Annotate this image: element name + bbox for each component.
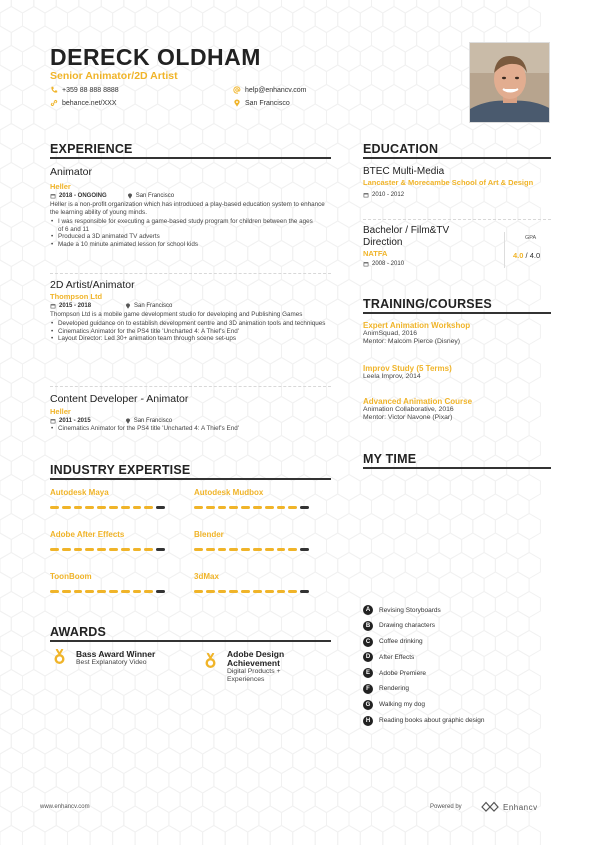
- legend-badge: E: [363, 668, 373, 678]
- skill-segment: [74, 548, 83, 551]
- mytime-rule: [363, 467, 551, 469]
- person-portrait-icon: [470, 43, 550, 123]
- skill-name: ToonBoom: [50, 572, 92, 581]
- skill-segment: [62, 590, 71, 593]
- legend-label: Walking my dog: [379, 701, 425, 709]
- legend-label: Drawing characters: [379, 622, 435, 630]
- education-school: NATFA: [363, 249, 388, 258]
- skill-segment: [288, 590, 297, 593]
- skill-segment: [133, 506, 142, 509]
- gpa-label: GPA: [525, 235, 537, 241]
- skill-segment: [85, 548, 94, 551]
- job-dates: 2018 - ONGOING: [59, 193, 107, 199]
- expertise-rule: [50, 478, 331, 480]
- job-location: San Francisco: [133, 418, 173, 424]
- legend-label: Revising Storyboards: [379, 606, 441, 614]
- location-pin-icon: [125, 303, 131, 309]
- course-item: [363, 321, 551, 346]
- job-title: Animator: [50, 166, 93, 178]
- gpa-value: [513, 251, 540, 260]
- footer-brand: Enhancv: [503, 803, 538, 812]
- legend-label: Rendering: [379, 685, 409, 693]
- skill-segment: [144, 590, 153, 593]
- skill-segment: [109, 548, 118, 551]
- legend-badge: B: [363, 621, 373, 631]
- course-line: AnimSquad, 2016: [363, 330, 418, 337]
- skill-segment: [300, 548, 309, 551]
- skill-segment: [265, 548, 274, 551]
- course-title: Advanced Animation Course: [363, 397, 473, 406]
- job-bullet: • Produced a 3D animated TV adverts: [50, 233, 315, 241]
- job-bullet: • I was responsible for executing a game-based study program for children between the ages of 6 and 11: [50, 218, 315, 233]
- education-dates: 2008 - 2010: [372, 261, 405, 267]
- legend-item: [363, 668, 551, 678]
- skill-level-bar: [194, 548, 309, 551]
- job-description: Heller is a non-profit organization which has introduced a play-based education system to enhance the learning ability of young minds.: [50, 201, 325, 216]
- skill-segment: [62, 506, 71, 509]
- job-meta: [50, 193, 331, 199]
- job-title: Content Developer - Animator: [50, 393, 189, 405]
- website-text: behance.net/XXX: [62, 99, 117, 107]
- skill-segment: [85, 506, 94, 509]
- gpa-divider: [504, 232, 505, 268]
- mytime-heading: MY TIME: [363, 452, 417, 466]
- education-rule: [363, 157, 551, 159]
- skill-segment: [50, 548, 59, 551]
- skill-name: Autodesk Mudbox: [194, 488, 264, 497]
- legend-item: [363, 716, 551, 726]
- skill-segment: [74, 506, 83, 509]
- footer-website[interactable]: www.enhancv.com: [40, 804, 90, 810]
- skill-segment: [253, 590, 262, 593]
- skill-segment: [97, 590, 106, 593]
- time-legend: [363, 605, 551, 726]
- legend-label: Adobe Premiere: [379, 669, 426, 677]
- skill-level-bar: [50, 548, 165, 551]
- skill-segment: [229, 590, 238, 593]
- job-bullets: [50, 320, 331, 343]
- skill-level-bar: [50, 590, 165, 593]
- award-item: [227, 650, 307, 683]
- job-dates: 2015 - 2018: [59, 303, 92, 309]
- education-degree: Bachelor / Film&TV Direction: [363, 225, 450, 248]
- calendar-icon: [50, 303, 56, 309]
- education-degree: BTEC Multi-Media: [363, 166, 445, 177]
- skill-segment: [74, 590, 83, 593]
- skill-segment: [62, 548, 71, 551]
- job-bullet: • Cinematics Animator for the PS4 title 'Uncharted 4: A Thief's End': [50, 328, 331, 336]
- legend-label: After Effects: [379, 653, 415, 661]
- location-pin-icon: [125, 418, 131, 424]
- skill-segment: [121, 590, 130, 593]
- medal-icon: [204, 653, 217, 669]
- legend-item: [363, 700, 551, 710]
- job-description: Thompson Ltd is a mobile game development studio for developing and Publishing Games: [50, 311, 303, 318]
- candidate-name: DERECK OLDHAM: [50, 44, 261, 70]
- skill-segment: [300, 506, 309, 509]
- skill-segment: [156, 590, 165, 593]
- education-dates: 2010 - 2012: [372, 191, 405, 198]
- gpa-max: / 4.0: [525, 251, 541, 260]
- candidate-role: Senior Animator/2D Artist: [50, 70, 178, 82]
- course-item: [363, 364, 551, 381]
- skill-segment: [265, 590, 274, 593]
- job-bullets: [50, 218, 315, 248]
- skill-segment: [253, 506, 262, 509]
- job-separator: [50, 273, 331, 274]
- legend-badge: D: [363, 652, 373, 662]
- job-bullets: [50, 425, 331, 433]
- footer-powered: Powered by: [430, 804, 462, 810]
- phone-contact[interactable]: [50, 86, 119, 94]
- job-dates: 2011 - 2015: [59, 418, 91, 424]
- legend-item: [363, 621, 551, 631]
- education-heading: EDUCATION: [363, 142, 439, 156]
- legend-item: [363, 605, 551, 615]
- job-location: San Francisco: [134, 303, 173, 309]
- training-rule: [363, 312, 551, 314]
- skill-segment: [288, 506, 297, 509]
- skill-segment: [265, 506, 274, 509]
- job-entry-animator: [50, 166, 331, 248]
- legend-item: [363, 637, 551, 647]
- skill-level-bar: [194, 590, 309, 593]
- skill-segment: [50, 506, 59, 509]
- job-company: Heller: [50, 407, 71, 416]
- skill-name: Adobe After Effects: [50, 530, 125, 539]
- calendar-icon: [363, 192, 369, 198]
- legend-badge: F: [363, 684, 373, 694]
- skill-level-bar: [50, 506, 165, 509]
- skill-level-bar: [194, 506, 309, 509]
- course-title: Expert Animation Workshop: [363, 321, 471, 330]
- job-meta: [50, 418, 331, 424]
- skill-segment: [109, 506, 118, 509]
- course-title: Improv Study (5 Terms): [363, 364, 452, 373]
- email-contact[interactable]: [233, 86, 306, 94]
- skill-segment: [194, 548, 203, 551]
- skill-segment: [241, 548, 250, 551]
- course-line: Animation Collaborative, 2016: [363, 406, 454, 413]
- skill-segment: [277, 590, 286, 593]
- course-item: [363, 397, 551, 422]
- skill-segment: [288, 548, 297, 551]
- education-separator: [363, 219, 551, 220]
- skill-name: 3dMax: [194, 572, 219, 581]
- experience-heading: EXPERIENCE: [50, 142, 133, 156]
- skill-segment: [229, 506, 238, 509]
- skill-segment: [144, 506, 153, 509]
- skill-segment: [50, 590, 59, 593]
- skill-segment: [156, 506, 165, 509]
- legend-label: Coffee drinking: [379, 638, 423, 646]
- award-title: Bass Award Winner: [76, 649, 156, 659]
- skill-segment: [194, 590, 203, 593]
- skill-segment: [85, 590, 94, 593]
- skill-segment: [206, 506, 215, 509]
- link-icon: [50, 99, 58, 107]
- awards-heading: AWARDS: [50, 625, 107, 639]
- skill-segment: [218, 548, 227, 551]
- expertise-heading: INDUSTRY EXPERTISE: [50, 463, 191, 477]
- education-school: Lancaster & Morecambe School of Art & Design: [363, 178, 534, 187]
- course-line: Mentor: Victor Navone (Pixar): [363, 414, 453, 421]
- legend-badge: C: [363, 637, 373, 647]
- award-item: [76, 650, 181, 667]
- award-desc: Best Explanatory Video: [76, 659, 147, 666]
- course-line: Leela Improv, 2014: [363, 373, 421, 380]
- phone-text: +359 88 888 8888: [62, 86, 119, 94]
- awards-rule: [50, 640, 331, 642]
- skill-segment: [241, 506, 250, 509]
- skill-segment: [241, 590, 250, 593]
- training-heading: TRAINING/COURSES: [363, 297, 492, 311]
- skill-segment: [277, 548, 286, 551]
- email-text: help@enhancv.com: [245, 86, 307, 94]
- calendar-icon: [50, 418, 56, 424]
- job-bullet: • Cinematics Animator for the PS4 title 'Uncharted 4: A Thief's End': [50, 425, 331, 433]
- skill-segment: [277, 506, 286, 509]
- job-company: Heller: [50, 182, 71, 191]
- job-separator: [50, 386, 331, 387]
- location-pin-icon: [233, 99, 241, 107]
- skill-name: Blender: [194, 530, 224, 539]
- legend-badge: A: [363, 605, 373, 615]
- job-entry-content-developer: [50, 393, 331, 433]
- skill-segment: [109, 590, 118, 593]
- skill-segment: [218, 506, 227, 509]
- skill-segment: [144, 548, 153, 551]
- job-company: Thompson Ltd: [50, 292, 103, 301]
- legend-badge: H: [363, 716, 373, 726]
- medal-icon: [53, 649, 66, 665]
- gpa-score: 4.0: [513, 251, 524, 260]
- job-entry-2d-artist: [50, 279, 331, 343]
- at-icon: [233, 86, 241, 94]
- education-entry: [363, 225, 503, 267]
- job-location: San Francisco: [135, 193, 175, 199]
- profile-photo: [469, 42, 550, 123]
- skill-segment: [133, 548, 142, 551]
- legend-item: [363, 684, 551, 694]
- location-contact: [233, 99, 290, 107]
- legend-label: Reading books about graphic design: [379, 717, 485, 725]
- skill-segment: [206, 590, 215, 593]
- skill-name: Autodesk Maya: [50, 488, 109, 497]
- enhancv-logo-icon: [481, 801, 499, 812]
- calendar-icon: [50, 193, 56, 199]
- legend-badge: G: [363, 700, 373, 710]
- calendar-icon: [363, 261, 369, 267]
- job-bullet: • Developed guidance on to establish development centre and 3D animation tools and techniques: [50, 320, 331, 328]
- award-desc: Digital Products + Experiences: [227, 668, 281, 683]
- skill-segment: [194, 506, 203, 509]
- skill-segment: [253, 548, 262, 551]
- skill-segment: [156, 548, 165, 551]
- website-contact[interactable]: [50, 99, 117, 107]
- phone-icon: [50, 86, 58, 94]
- skill-segment: [133, 590, 142, 593]
- education-meta: [363, 261, 503, 267]
- location-pin-icon: [127, 193, 133, 199]
- job-title: 2D Artist/Animator: [50, 279, 135, 291]
- skill-segment: [218, 590, 227, 593]
- time-donut-chart: [383, 473, 533, 603]
- legend-item: [363, 652, 551, 662]
- skill-segment: [97, 548, 106, 551]
- skill-segment: [206, 548, 215, 551]
- education-meta: [363, 192, 551, 198]
- job-bullet: • Made a 10 minute animated lesson for school kids: [50, 241, 315, 249]
- course-line: Mentor: Malcom Pierce (Disney): [363, 338, 461, 345]
- skill-segment: [300, 590, 309, 593]
- skill-segment: [121, 506, 130, 509]
- award-title: Adobe Design Achievement: [227, 649, 285, 668]
- location-text: San Francisco: [245, 99, 290, 107]
- experience-rule: [50, 157, 331, 159]
- job-bullet: • Layout Director: Led 30+ animation team through scene set-ups: [50, 335, 331, 343]
- skill-segment: [229, 548, 238, 551]
- education-entry: [363, 166, 551, 198]
- skill-segment: [121, 548, 130, 551]
- skill-segment: [97, 506, 106, 509]
- job-meta: [50, 303, 331, 309]
